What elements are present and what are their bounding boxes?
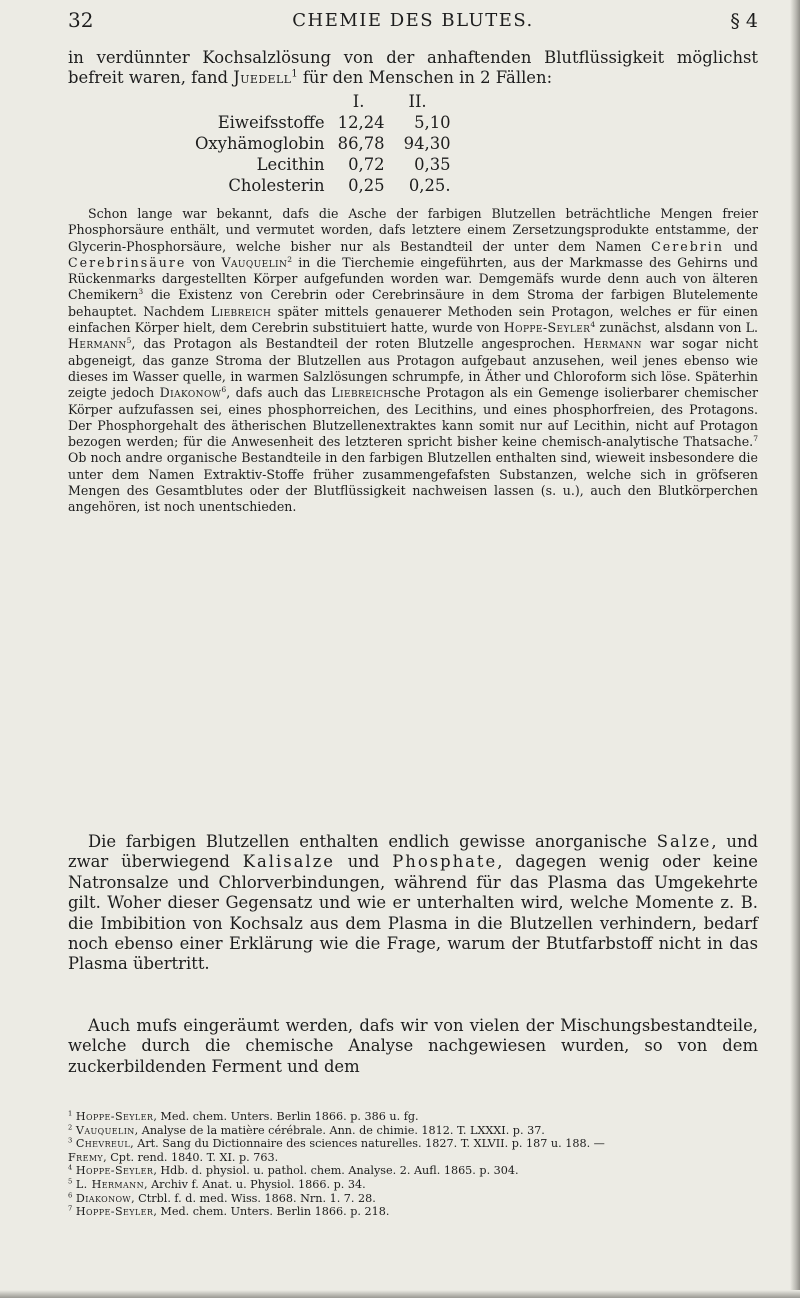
table-row	[195, 175, 451, 196]
page-number: 32	[68, 8, 94, 32]
column-header: I.	[352, 92, 365, 111]
author-name: Hoppe-Seyler	[503, 320, 591, 336]
cell-value: 0,25	[348, 176, 385, 195]
footnote-ref: 3	[138, 287, 144, 297]
column-header: II.	[408, 92, 427, 111]
footnotes	[68, 1110, 758, 1219]
footnote-ref: 2	[287, 254, 293, 264]
row-label: Eiweifsstoffe	[217, 113, 325, 132]
footnote-ref: 4	[590, 319, 596, 329]
author-name: Hermann	[68, 336, 127, 352]
cell-value: 12,24	[337, 113, 385, 132]
page-edge-shadow	[0, 1290, 800, 1298]
cell-value: 94,30	[403, 134, 451, 153]
author-name: Liebreich	[331, 385, 392, 401]
table-header-row	[195, 91, 451, 112]
table-row	[195, 133, 451, 154]
footnote: $^2$ Vauquelin, Analyse de la matière cérébrale. Ann. de chimie. 1812. T. LXXXI. p. 37.	[68, 1122, 545, 1137]
intro-paragraph	[68, 48, 758, 89]
author-name: Diakonow	[159, 385, 222, 401]
footnote-ref: 5	[126, 336, 132, 346]
row-label: Oxyhämoglobin	[195, 134, 325, 153]
running-title: CHEMIE DES BLUTES.	[292, 10, 534, 31]
cell-value: 5,10	[414, 113, 451, 132]
author-name: Hermann	[583, 336, 642, 352]
footnote: Fremy, Cpt. rend. 1840. T. XI. p. 763.	[68, 1150, 279, 1164]
table-row	[195, 154, 451, 175]
emphasis: Salze	[656, 832, 712, 851]
footnote-ref: 1	[291, 68, 298, 80]
footnote: $^1$ Hoppe-Seyler, Med. chem. Unters. Berlin 1866. p. 386 u. fg.	[68, 1109, 419, 1123]
cell-value: 0,72	[348, 155, 385, 174]
salts-paragraph: Die farbigen Blutzellen enthalten endlich gewisse anorganische Salze, und zwar überwiegend Kalisalze und Phosphate, dagegen wenig oder keine Natronsalze und Chlorverbindungen, während für das Plasma das Umgekehrte gilt. Woher dieser Gegensatz und wie er unterhalten wird, welche Momente z. B. die Imbibition von Kochsalz aus dem Plasma in die Blutzellen verhindern, bedarf noch ebenso einer Erklärung wie die Frage, warum der Btutfarbstoff nicht in das Plasma übertritt.	[68, 832, 758, 974]
row-label: Lecithin	[256, 155, 325, 174]
author-name: Vauquelin	[221, 254, 288, 270]
intro-text: in verdünnter Kochsalzlösung von der anhaftenden Blutflüssigkeit	[68, 48, 665, 67]
author-name: Liebreich	[210, 303, 272, 319]
footnote: $^6$ Diakonow, Ctrbl. f. d. med. Wiss. 1868. Nrn. 1. 7. 28.	[68, 1190, 376, 1205]
term: Cerebrinsäure	[68, 254, 187, 270]
composition-table	[195, 91, 451, 196]
row-label: Cholesterin	[228, 176, 325, 195]
footnote: $^7$ Hoppe-Seyler, Med. chem. Unters. Berlin 1866. p. 218.	[68, 1204, 390, 1219]
footnote-ref: 6	[221, 385, 227, 395]
cell-value: 86,78	[337, 134, 385, 153]
intro-text: möglichst befreit waren, fand	[68, 48, 758, 88]
term: Cerebrin	[651, 238, 724, 254]
footnote: $^5$ L. Hermann, Archiv f. Anat. u. Physiol. 1866. p. 34.	[68, 1177, 366, 1191]
final-paragraph: Auch mufs eingeräumt werden, dafs wir von vielen der Mischungsbestandteile, welche durch die chemische Analyse nachgewiesen wurden, so von dem zuckerbildenden Ferment und dem	[68, 1016, 758, 1076]
emphasis: Kalisalze	[242, 852, 335, 872]
intro-text: für den Menschen in 2 Fällen:	[297, 68, 553, 88]
cell-value: 0,35	[414, 155, 451, 174]
running-header	[68, 8, 758, 42]
table-row	[195, 112, 451, 133]
author-name: Juedell	[233, 68, 292, 88]
footnote: $^4$ Hoppe-Seyler, Hdb. d. physiol. u. pathol. chem. Analyse. 2. Aufl. 1865. p. 304.	[68, 1163, 519, 1178]
section-number: § 4	[730, 10, 758, 32]
cell-value: 0,25.	[408, 176, 451, 195]
footnote-ref: 7	[753, 433, 758, 443]
page-edge-shadow	[790, 0, 800, 1298]
emphasis: Phosphate	[392, 852, 498, 872]
footnote: $^3$ Chevreul, Art. Sang du Dictionnaire des sciences naturelles. 1827. T. XLVII. p. 187 u. 188. —	[68, 1136, 605, 1151]
small-print-paragraph: Schon lange war bekannt, dafs die Asche der farbigen Blutzellen beträchtliche Mengen freier Phosphorsäure enthält, und vermutet worden, dafs letztere einem Zersetzungsprodukte entstamme, der Glycerin-Phosphorsäure, welche bisher nur als Bestandteil der unter dem Namen Cerebrin und Cerebrinsäure von Vauquelin$^2$ in die Tierchemie eingeführten, aus der Markmasse des Gehirns und Rückenmarks dargestellten Körper aufgefunden worden war. Demgemäfs wurde denn auch von älteren Chemikern$^3$ die Existenz von Cerebrin oder Cerebrinsäure in dem Stroma der farbigen Blutelemente behauptet. Nachdem Liebreich später mittels genauerer Methoden sein Protagon, welches er für einen einfachen Körper hielt, dem Cerebrin substituiert hatte, wurde von Hoppe-Seyler$^4$ zunächst, alsdann von L. Hermann$^5$, das Protagon als Bestandteil der roten Blutzelle angesprochen. Hermann war sogar nicht abgeneigt, das ganze Stroma der Blutzellen aus Protagon aufgebaut anzusehen, weil jenes ebenso wie dieses im Wasser quelle, in warmen Salzlösungen schrumpfe, in Äther und Chloroform sich löse. Späterhin zeigte jedoch Diakonow$^6$, dafs auch das Liebreichsche Protagon als ein Gemenge isolierbarer chemischer Körper aufzufassen sei, eines phosphorreichen, des Lecithins, und eines phosphorfreien, des Protagons. Der Phosphorgehalt des ätherischen Blutzellenextraktes kann somit nur auf Lecithin, nicht auf Protagon bezogen werden; für die Anwesenheit des letzteren spricht bisher keine chemisch-analytische Thatsache.$^7$ Ob noch andre organische Bestandteile in den farbigen Blutzellen enthalten sind, wieweit insbesondere die unter dem Namen Extraktiv-Stoffe früher zusammengefafsten Substanzen, welche sich in gröfseren Mengen des Gesamtblutes oder der Blutflüssigkeit nachweisen lassen (s. u.), auch den Blutkörperchen angehören, ist noch unentschieden.	[68, 206, 759, 515]
